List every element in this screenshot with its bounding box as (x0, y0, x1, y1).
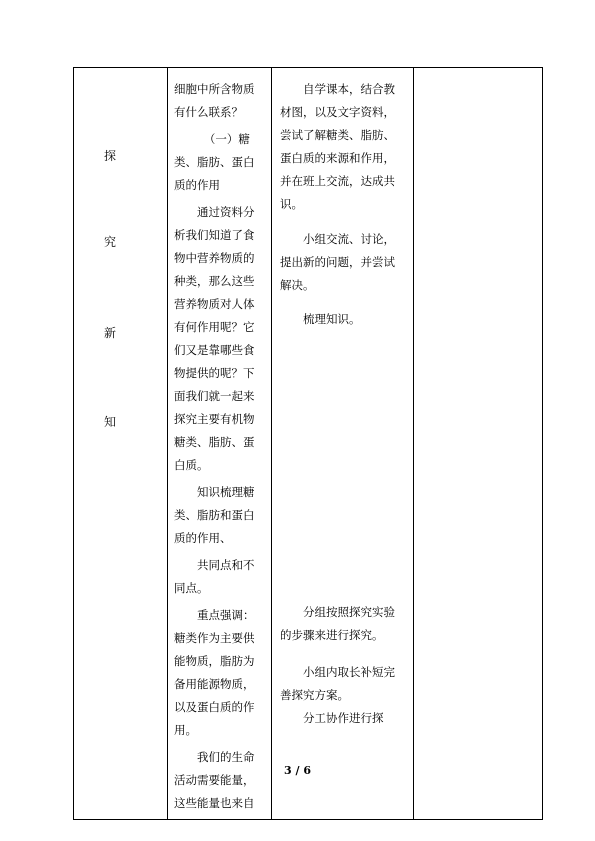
section-char-3: 新 (104, 326, 117, 340)
teacher-paragraph: （一）糖类、脂肪、蛋白质的作用 (174, 132, 255, 192)
table-row (74, 68, 543, 820)
student-paragraph: 小组内取长补短完善探究方案。 (280, 665, 395, 702)
teacher-paragraph: 细胞中所含物质有什么联系？ (174, 82, 255, 119)
section-char-4: 知 (104, 415, 117, 429)
page-number: 3 / 6 (284, 764, 311, 777)
teacher-paragraph: 知识梳理糖类、脂肪和蛋白质的作用、 (174, 485, 255, 545)
teacher-paragraph: 共同点和不同点。 (174, 558, 255, 595)
teacher-paragraph: 通过资料分析我们知道了食物中营养物质的种类，那么这些营养物质对人体有何作用呢？它们又是靠哪些食物提供的呢？下面我们就一起来探究主要有机物糖类、脂肪、蛋白质。 (174, 205, 255, 472)
teacher-paragraph: 重点强调：糖类作为主要供能物质，脂肪为备用能源物质，以及蛋白质的作用。 (174, 608, 255, 737)
student-paragraph: 分组按照探究实验的步骤来进行探究。 (280, 605, 395, 642)
student-activity-column (272, 68, 414, 820)
student-paragraph: 自学课本，结合教材图，以及文字资料，尝试了解糖类、脂肪、蛋白质的来源和作用，并在班上交流，达成共识。 (280, 82, 395, 211)
section-column (74, 68, 168, 820)
student-paragraph: 梳理知识。 (303, 312, 361, 326)
teacher-paragraph: 我们的生命活动需要能量，这些能量也来自 (174, 750, 255, 810)
section-char-1: 探 (104, 149, 117, 163)
student-paragraph: 小组交流、讨论，提出新的问题，并尝试解决。 (280, 232, 395, 292)
teacher-activity-column (168, 68, 272, 820)
notes-column (414, 68, 543, 820)
student-paragraph: 分工协作进行探 (303, 711, 384, 725)
section-char-2: 究 (104, 235, 117, 249)
lesson-table (73, 67, 543, 820)
